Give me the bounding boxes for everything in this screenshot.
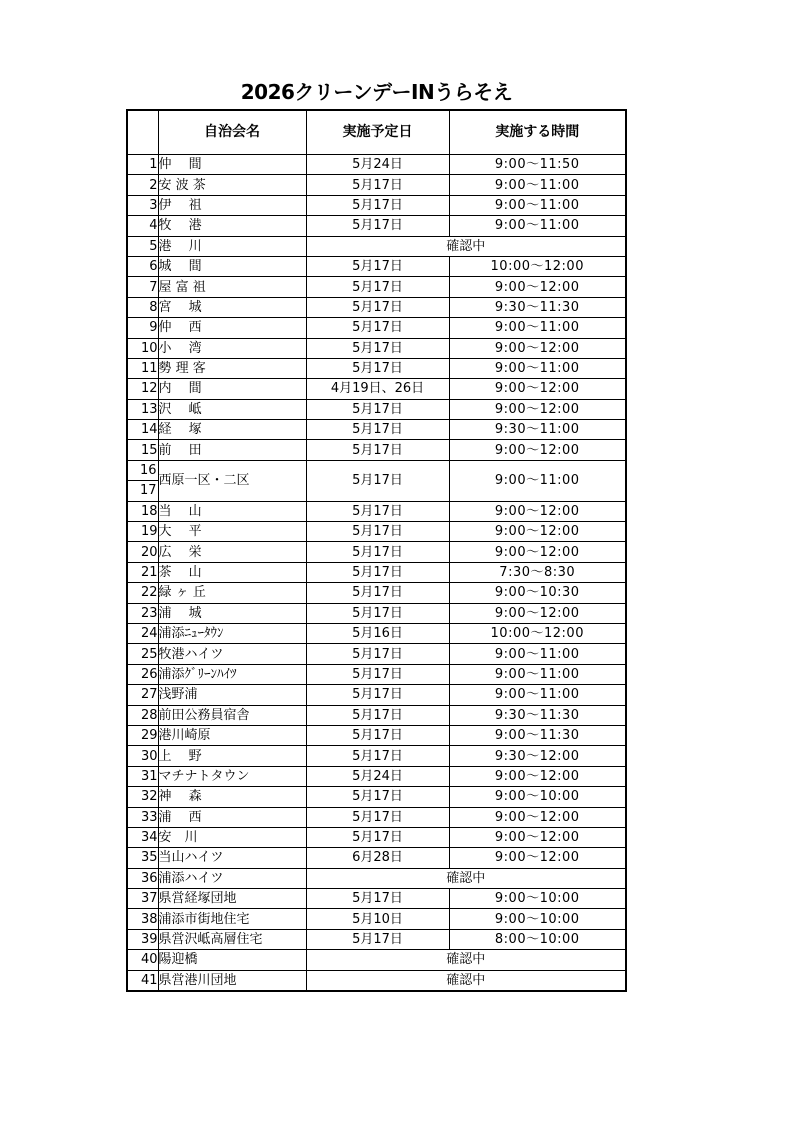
scheduled-time: 9:30～11:00 — [449, 420, 626, 440]
table-row — [127, 379, 626, 399]
association-name: 沢 岻 — [158, 399, 306, 419]
association-name: 当 山 — [158, 501, 306, 521]
scheduled-date: 5月16日 — [306, 623, 449, 643]
table-row — [127, 664, 626, 684]
association-name: 浦 西 — [158, 807, 306, 827]
scheduled-time: 9:00～11:00 — [449, 664, 626, 684]
table-row — [127, 889, 626, 909]
table-header-row — [127, 110, 626, 155]
scheduled-date: 5月17日 — [306, 440, 449, 460]
table-row — [127, 216, 626, 236]
table-row — [127, 725, 626, 745]
scheduled-time: 9:00～11:00 — [449, 318, 626, 338]
scheduled-date: 5月17日 — [306, 216, 449, 236]
table-row — [127, 583, 626, 603]
table-row — [127, 603, 626, 623]
row-number: 9 — [127, 318, 158, 338]
association-name: 浦 城 — [158, 603, 306, 623]
table-row — [127, 848, 626, 868]
page-title: 2026クリーンデーINうらそえ — [240, 80, 513, 104]
association-name: 経 塚 — [158, 420, 306, 440]
row-number: 19 — [127, 522, 158, 542]
row-number: 16 — [128, 461, 158, 481]
cleanup-schedule-table — [126, 109, 627, 992]
scheduled-date: 5月17日 — [306, 746, 449, 766]
association-name: 茶 山 — [158, 562, 306, 582]
scheduled-date: 5月17日 — [306, 827, 449, 847]
association-name: マチナトタウン — [158, 766, 306, 786]
scheduled-date: 5月17日 — [306, 603, 449, 623]
table-row — [127, 950, 626, 970]
row-number: 15 — [127, 440, 158, 460]
association-name: 陽迎橋 — [158, 950, 306, 970]
scheduled-time: 9:00～11:00 — [449, 195, 626, 215]
table-row — [127, 766, 626, 786]
row-number: 13 — [127, 399, 158, 419]
scheduled-time: 9:00～12:00 — [449, 440, 626, 460]
scheduled-date: 5月17日 — [306, 318, 449, 338]
association-name: 前 田 — [158, 440, 306, 460]
scheduled-time: 9:00～12:00 — [449, 848, 626, 868]
table-row — [127, 277, 626, 297]
table-row — [127, 195, 626, 215]
scheduled-time: 9:00～12:00 — [449, 766, 626, 786]
row-number: 22 — [127, 583, 158, 603]
row-number: 24 — [127, 623, 158, 643]
scheduled-date: 5月17日 — [306, 644, 449, 664]
table-row — [127, 440, 626, 460]
scheduled-date: 5月17日 — [306, 358, 449, 378]
scheduled-date: 5月17日 — [306, 460, 449, 501]
table-row — [127, 929, 626, 949]
row-number: 41 — [127, 970, 158, 991]
association-name: 県営経塚団地 — [158, 889, 306, 909]
scheduled-time: 9:00～11:00 — [449, 358, 626, 378]
row-number: 8 — [127, 297, 158, 317]
association-name: 浅野浦 — [158, 685, 306, 705]
scheduled-date: 5月17日 — [306, 195, 449, 215]
association-name: 港 川 — [158, 236, 306, 256]
row-number: 31 — [127, 766, 158, 786]
row-number: 4 — [127, 216, 158, 236]
scheduled-date: 5月17日 — [306, 929, 449, 949]
association-name: 緑 ヶ 丘 — [158, 583, 306, 603]
scheduled-time: 9:00～12:00 — [449, 603, 626, 623]
association-name: 牧 港 — [158, 216, 306, 236]
scheduled-time: 9:00～10:00 — [449, 889, 626, 909]
table-row — [127, 460, 626, 501]
scheduled-time: 9:00～10:30 — [449, 583, 626, 603]
table-row — [127, 970, 626, 991]
scheduled-date: 5月17日 — [306, 664, 449, 684]
association-name: 安 川 — [158, 827, 306, 847]
row-number: 26 — [127, 664, 158, 684]
scheduled-time: 9:00～11:00 — [449, 216, 626, 236]
association-name: 浦添ﾆｭｰﾀｳﾝ — [158, 623, 306, 643]
scheduled-time: 9:00～12:00 — [449, 501, 626, 521]
association-name: 牧港ハイツ — [158, 644, 306, 664]
scheduled-time: 9:00～12:00 — [449, 277, 626, 297]
scheduled-date: 6月28日 — [306, 848, 449, 868]
scheduled-date: 5月17日 — [306, 338, 449, 358]
row-number: 40 — [127, 950, 158, 970]
table-row — [127, 623, 626, 643]
row-number: 21 — [127, 562, 158, 582]
row-number: 28 — [127, 705, 158, 725]
association-name: 西原一区・二区 — [158, 460, 306, 501]
association-name: 屋 富 祖 — [158, 277, 306, 297]
row-number: 29 — [127, 725, 158, 745]
row-number: 17 — [139, 483, 157, 499]
scheduled-date: 5月17日 — [306, 297, 449, 317]
table-row — [127, 644, 626, 664]
row-number — [127, 460, 158, 501]
association-name: 当山ハイツ — [158, 848, 306, 868]
table-row — [127, 868, 626, 888]
table-row — [127, 787, 626, 807]
row-number: 39 — [127, 929, 158, 949]
table-row — [127, 685, 626, 705]
row-number: 38 — [127, 909, 158, 929]
scheduled-time: 9:30～12:00 — [449, 746, 626, 766]
table-row — [127, 256, 626, 276]
row-number: 27 — [127, 685, 158, 705]
table-row — [127, 501, 626, 521]
header-association-name: 自治会名 — [158, 110, 306, 155]
scheduled-time: 9:00～11:50 — [449, 155, 626, 175]
association-name: 仲 間 — [158, 155, 306, 175]
scheduled-time: 10:00～12:00 — [449, 623, 626, 643]
scheduled-time: 9:00～11:00 — [449, 175, 626, 195]
scheduled-date: 5月10日 — [306, 909, 449, 929]
scheduled-time: 9:00～10:00 — [449, 909, 626, 929]
table-row — [127, 705, 626, 725]
association-name: 上 野 — [158, 746, 306, 766]
association-name: 安 波 茶 — [158, 175, 306, 195]
association-name: 浦添ハイツ — [158, 868, 306, 888]
scheduled-date: 5月17日 — [306, 175, 449, 195]
table-row — [127, 358, 626, 378]
table-row — [127, 746, 626, 766]
scheduled-time: 9:00～11:30 — [449, 725, 626, 745]
table-row — [127, 155, 626, 175]
table-row — [127, 236, 626, 256]
table-row — [127, 909, 626, 929]
row-number: 7 — [127, 277, 158, 297]
table-row — [127, 399, 626, 419]
status-confirming: 確認中 — [306, 236, 626, 256]
scheduled-time: 9:00～12:00 — [449, 338, 626, 358]
scheduled-time: 9:30～11:30 — [449, 705, 626, 725]
scheduled-time: 9:00～12:00 — [449, 379, 626, 399]
header-number — [127, 110, 158, 155]
row-number: 12 — [127, 379, 158, 399]
scheduled-time: 9:00～12:00 — [449, 522, 626, 542]
scheduled-time: 9:00～12:00 — [449, 807, 626, 827]
row-number: 5 — [127, 236, 158, 256]
row-number: 34 — [127, 827, 158, 847]
status-confirming: 確認中 — [306, 868, 626, 888]
scheduled-date: 5月17日 — [306, 685, 449, 705]
association-name: 県営沢岻高層住宅 — [158, 929, 306, 949]
scheduled-time: 9:00～11:00 — [449, 644, 626, 664]
scheduled-date: 5月17日 — [306, 399, 449, 419]
table-row — [127, 522, 626, 542]
row-number: 33 — [127, 807, 158, 827]
row-number: 14 — [127, 420, 158, 440]
scheduled-date: 5月17日 — [306, 583, 449, 603]
scheduled-time: 9:00～11:00 — [449, 685, 626, 705]
scheduled-date: 5月17日 — [306, 787, 449, 807]
association-name: 伊 祖 — [158, 195, 306, 215]
association-name: 勢 理 客 — [158, 358, 306, 378]
table-row — [127, 297, 626, 317]
row-number: 23 — [127, 603, 158, 623]
row-number: 18 — [127, 501, 158, 521]
row-number: 3 — [127, 195, 158, 215]
table-row — [127, 807, 626, 827]
scheduled-date: 5月24日 — [306, 155, 449, 175]
scheduled-date: 5月17日 — [306, 725, 449, 745]
row-number: 36 — [127, 868, 158, 888]
row-number: 37 — [127, 889, 158, 909]
association-name: 県営港川団地 — [158, 970, 306, 991]
scheduled-date: 5月17日 — [306, 501, 449, 521]
association-name: 浦添ｸﾞﾘｰﾝﾊｲﾂ — [158, 664, 306, 684]
row-number: 1 — [127, 155, 158, 175]
association-name: 大 平 — [158, 522, 306, 542]
scheduled-date: 5月17日 — [306, 562, 449, 582]
row-number: 6 — [127, 256, 158, 276]
scheduled-date: 5月17日 — [306, 522, 449, 542]
scheduled-time: 7:30～8:30 — [449, 562, 626, 582]
scheduled-time: 9:00～12:00 — [449, 399, 626, 419]
scheduled-time: 9:00～11:00 — [449, 460, 626, 501]
row-number: 35 — [127, 848, 158, 868]
association-name: 仲 西 — [158, 318, 306, 338]
association-name: 港川崎原 — [158, 725, 306, 745]
scheduled-time: 9:00～12:00 — [449, 542, 626, 562]
status-confirming: 確認中 — [306, 950, 626, 970]
scheduled-date: 5月17日 — [306, 542, 449, 562]
header-time: 実施する時間 — [449, 110, 626, 155]
scheduled-time: 8:00～10:00 — [449, 929, 626, 949]
association-name: 前田公務員宿舎 — [158, 705, 306, 725]
row-number: 20 — [127, 542, 158, 562]
scheduled-date: 4月19日、26日 — [306, 379, 449, 399]
row-number: 25 — [127, 644, 158, 664]
scheduled-date: 5月17日 — [306, 889, 449, 909]
scheduled-time: 10:00～12:00 — [449, 256, 626, 276]
scheduled-date: 5月17日 — [306, 277, 449, 297]
association-name: 広 栄 — [158, 542, 306, 562]
row-number: 32 — [127, 787, 158, 807]
scheduled-time: 9:00～10:00 — [449, 787, 626, 807]
scheduled-date: 5月17日 — [306, 420, 449, 440]
row-number: 11 — [127, 358, 158, 378]
table-row — [127, 827, 626, 847]
association-name: 宮 城 — [158, 297, 306, 317]
header-scheduled-date: 実施予定日 — [306, 110, 449, 155]
table-row — [127, 562, 626, 582]
table-row — [127, 318, 626, 338]
scheduled-time: 9:00～12:00 — [449, 827, 626, 847]
association-name: 内 間 — [158, 379, 306, 399]
row-number: 30 — [127, 746, 158, 766]
scheduled-time: 9:30～11:30 — [449, 297, 626, 317]
association-name: 城 間 — [158, 256, 306, 276]
scheduled-date: 5月17日 — [306, 705, 449, 725]
association-name: 小 湾 — [158, 338, 306, 358]
scheduled-date: 5月17日 — [306, 256, 449, 276]
row-number: 10 — [127, 338, 158, 358]
association-name: 神 森 — [158, 787, 306, 807]
row-number: 2 — [127, 175, 158, 195]
table-row — [127, 175, 626, 195]
status-confirming: 確認中 — [306, 970, 626, 991]
association-name: 浦添市街地住宅 — [158, 909, 306, 929]
scheduled-date: 5月24日 — [306, 766, 449, 786]
table-row — [127, 338, 626, 358]
table-row — [127, 420, 626, 440]
table-row — [127, 542, 626, 562]
scheduled-date: 5月17日 — [306, 807, 449, 827]
